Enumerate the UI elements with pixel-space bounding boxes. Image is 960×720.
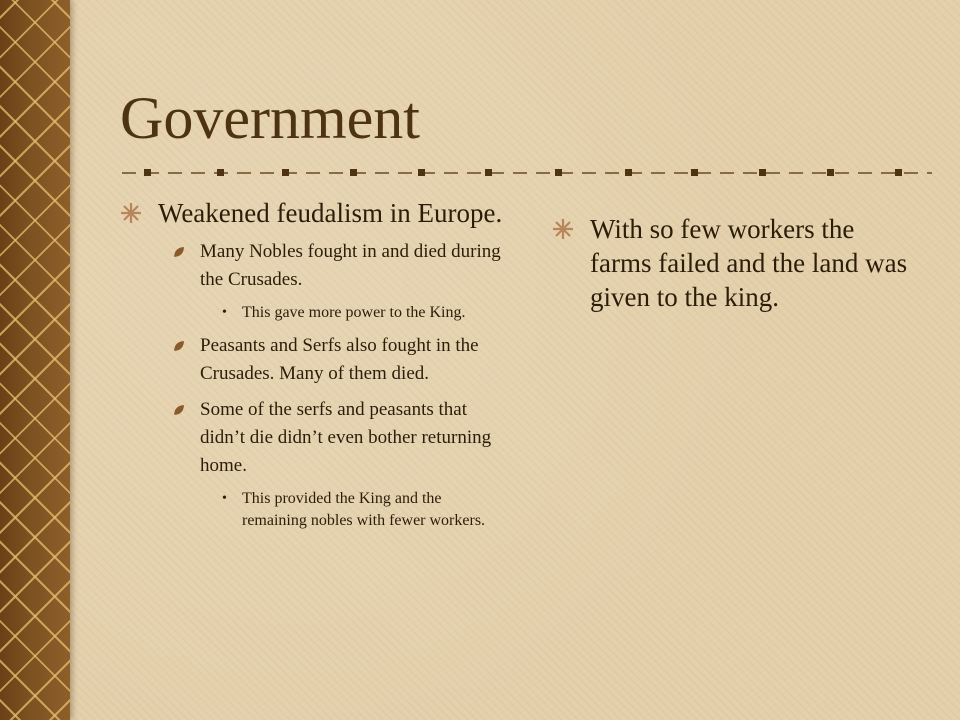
bullet-item-level-2 [172, 332, 510, 388]
bullet-item-level-1 [120, 196, 510, 230]
bullet-item-level-3 [220, 302, 510, 324]
bullet-text: Peasants and Serfs also fought in the Crusades. Many of them died. [200, 335, 479, 384]
dot-bullet-icon: • [222, 305, 227, 320]
decorative-left-strip [0, 0, 70, 720]
bullet-text: This gave more power to the King. [242, 304, 466, 321]
right-content-column [552, 212, 922, 322]
bullet-item-level-2 [172, 238, 510, 294]
leaf-bullet-icon [172, 246, 185, 259]
cross-bullet-icon [552, 218, 574, 240]
bullet-text: Weakened feudalism in Europe. [158, 198, 503, 228]
bullet-text: This provided the King and the remaining nobles with fewer workers. [242, 490, 486, 529]
cross-bullet-icon [120, 202, 142, 224]
bullet-item-level-2 [172, 396, 510, 480]
bullet-item-level-1 [552, 212, 922, 314]
title-divider [122, 163, 932, 183]
bullet-text: Many Nobles fought in and died during the Crusades. [200, 241, 501, 290]
leaf-bullet-icon [172, 404, 185, 417]
bullet-item-level-3 [220, 488, 510, 532]
dot-bullet-icon: • [222, 491, 227, 506]
left-content-column [120, 196, 510, 540]
leaf-bullet-icon [172, 340, 185, 353]
bullet-text: Some of the serfs and peasants that didn’t die didn’t even bother returning home. [200, 399, 492, 476]
slide-title: Government [120, 85, 420, 151]
bullet-text: With so few workers the farms failed and the land was given to the king. [590, 214, 908, 312]
